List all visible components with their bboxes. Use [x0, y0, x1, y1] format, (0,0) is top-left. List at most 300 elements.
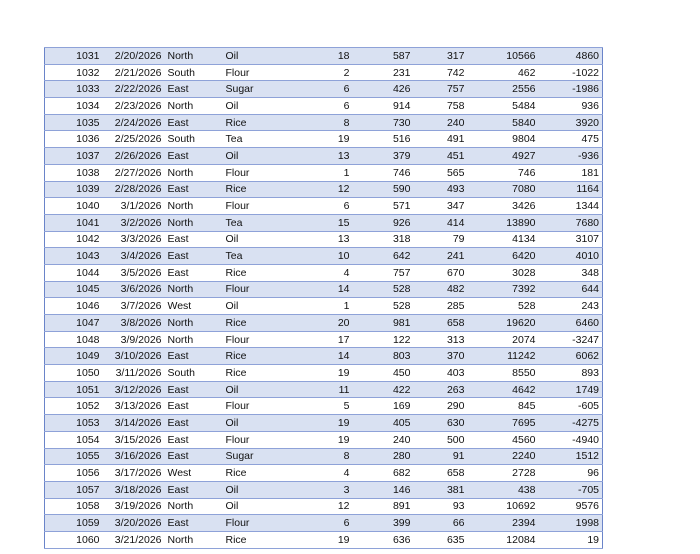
product-cell: Oil — [223, 98, 281, 115]
region-cell: East — [165, 515, 223, 532]
qty-cell: 12 — [281, 181, 353, 198]
total-cell: 2394 — [468, 515, 539, 532]
data-table — [44, 47, 603, 549]
id-cell: 1051 — [45, 381, 103, 398]
table-row — [45, 515, 603, 532]
profit-cell: 3107 — [539, 231, 603, 248]
table-body — [45, 48, 603, 549]
qty-cell: 8 — [281, 114, 353, 131]
region-cell: East — [165, 231, 223, 248]
id-cell: 1060 — [45, 531, 103, 548]
profit-cell: 6062 — [539, 348, 603, 365]
total-cell: 845 — [468, 398, 539, 415]
price-cell: 146 — [353, 481, 414, 498]
product-cell: Rice — [223, 465, 281, 482]
profit-cell: 3920 — [539, 114, 603, 131]
id-cell: 1046 — [45, 298, 103, 315]
cost-cell: 414 — [414, 214, 468, 231]
region-cell: East — [165, 431, 223, 448]
product-cell: Oil — [223, 48, 281, 65]
region-cell: South — [165, 365, 223, 382]
total-cell: 4560 — [468, 431, 539, 448]
total-cell: 438 — [468, 481, 539, 498]
date-cell: 3/19/2026 — [103, 498, 165, 515]
region-cell: North — [165, 498, 223, 515]
total-cell: 2728 — [468, 465, 539, 482]
price-cell: 642 — [353, 248, 414, 265]
date-cell: 3/15/2026 — [103, 431, 165, 448]
qty-cell: 4 — [281, 264, 353, 281]
date-cell: 3/2/2026 — [103, 214, 165, 231]
price-cell: 280 — [353, 448, 414, 465]
price-cell: 587 — [353, 48, 414, 65]
id-cell: 1053 — [45, 415, 103, 432]
total-cell: 7080 — [468, 181, 539, 198]
price-cell: 399 — [353, 515, 414, 532]
profit-cell: 9576 — [539, 498, 603, 515]
product-cell: Flour — [223, 64, 281, 81]
table-row — [45, 64, 603, 81]
profit-cell: -4275 — [539, 415, 603, 432]
date-cell: 3/8/2026 — [103, 315, 165, 332]
date-cell: 3/10/2026 — [103, 348, 165, 365]
region-cell: East — [165, 148, 223, 165]
table-row — [45, 231, 603, 248]
qty-cell: 1 — [281, 298, 353, 315]
profit-cell: 96 — [539, 465, 603, 482]
price-cell: 926 — [353, 214, 414, 231]
product-cell: Rice — [223, 365, 281, 382]
price-cell: 422 — [353, 381, 414, 398]
id-cell: 1043 — [45, 248, 103, 265]
date-cell: 3/5/2026 — [103, 264, 165, 281]
price-cell: 318 — [353, 231, 414, 248]
profit-cell: 475 — [539, 131, 603, 148]
cost-cell: 482 — [414, 281, 468, 298]
total-cell: 10566 — [468, 48, 539, 65]
table-row — [45, 264, 603, 281]
profit-cell: 1164 — [539, 181, 603, 198]
price-cell: 231 — [353, 64, 414, 81]
price-cell: 240 — [353, 431, 414, 448]
cost-cell: 317 — [414, 48, 468, 65]
region-cell: East — [165, 264, 223, 281]
id-cell: 1039 — [45, 181, 103, 198]
total-cell: 528 — [468, 298, 539, 315]
product-cell: Oil — [223, 231, 281, 248]
id-cell: 1045 — [45, 281, 103, 298]
date-cell: 3/18/2026 — [103, 481, 165, 498]
product-cell: Rice — [223, 181, 281, 198]
table-row — [45, 248, 603, 265]
cost-cell: 403 — [414, 365, 468, 382]
id-cell: 1031 — [45, 48, 103, 65]
profit-cell: 644 — [539, 281, 603, 298]
profit-cell: -605 — [539, 398, 603, 415]
cost-cell: 565 — [414, 164, 468, 181]
date-cell: 3/14/2026 — [103, 415, 165, 432]
qty-cell: 5 — [281, 398, 353, 415]
table-row — [45, 298, 603, 315]
table-row — [45, 164, 603, 181]
profit-cell: -936 — [539, 148, 603, 165]
date-cell: 2/21/2026 — [103, 64, 165, 81]
total-cell: 3426 — [468, 198, 539, 215]
total-cell: 2556 — [468, 81, 539, 98]
profit-cell: -1986 — [539, 81, 603, 98]
id-cell: 1034 — [45, 98, 103, 115]
cost-cell: 493 — [414, 181, 468, 198]
total-cell: 4134 — [468, 231, 539, 248]
profit-cell: 19 — [539, 531, 603, 548]
profit-cell: -705 — [539, 481, 603, 498]
region-cell: East — [165, 415, 223, 432]
product-cell: Rice — [223, 531, 281, 548]
region-cell: West — [165, 465, 223, 482]
table-row — [45, 465, 603, 482]
table-row — [45, 214, 603, 231]
cost-cell: 290 — [414, 398, 468, 415]
table-row — [45, 348, 603, 365]
qty-cell: 10 — [281, 248, 353, 265]
price-cell: 571 — [353, 198, 414, 215]
total-cell: 6420 — [468, 248, 539, 265]
cost-cell: 93 — [414, 498, 468, 515]
qty-cell: 12 — [281, 498, 353, 515]
cost-cell: 630 — [414, 415, 468, 432]
price-cell: 981 — [353, 315, 414, 332]
table-row — [45, 398, 603, 415]
product-cell: Oil — [223, 298, 281, 315]
region-cell: North — [165, 164, 223, 181]
id-cell: 1033 — [45, 81, 103, 98]
table-row — [45, 181, 603, 198]
table-row — [45, 431, 603, 448]
qty-cell: 19 — [281, 415, 353, 432]
date-cell: 2/24/2026 — [103, 114, 165, 131]
table-row — [45, 448, 603, 465]
region-cell: North — [165, 48, 223, 65]
total-cell: 13890 — [468, 214, 539, 231]
profit-cell: 348 — [539, 264, 603, 281]
region-cell: South — [165, 131, 223, 148]
price-cell: 516 — [353, 131, 414, 148]
product-cell: Tea — [223, 131, 281, 148]
id-cell: 1058 — [45, 498, 103, 515]
table-row — [45, 415, 603, 432]
total-cell: 19620 — [468, 315, 539, 332]
cost-cell: 757 — [414, 81, 468, 98]
table-row — [45, 365, 603, 382]
qty-cell: 18 — [281, 48, 353, 65]
qty-cell: 19 — [281, 431, 353, 448]
price-cell: 528 — [353, 298, 414, 315]
date-cell: 2/20/2026 — [103, 48, 165, 65]
qty-cell: 11 — [281, 381, 353, 398]
cost-cell: 658 — [414, 315, 468, 332]
region-cell: East — [165, 248, 223, 265]
price-cell: 169 — [353, 398, 414, 415]
profit-cell: 243 — [539, 298, 603, 315]
qty-cell: 13 — [281, 148, 353, 165]
price-cell: 914 — [353, 98, 414, 115]
cost-cell: 263 — [414, 381, 468, 398]
qty-cell: 6 — [281, 98, 353, 115]
date-cell: 3/1/2026 — [103, 198, 165, 215]
price-cell: 636 — [353, 531, 414, 548]
table-row — [45, 315, 603, 332]
cost-cell: 500 — [414, 431, 468, 448]
cost-cell: 313 — [414, 331, 468, 348]
date-cell: 3/4/2026 — [103, 248, 165, 265]
product-cell: Flour — [223, 431, 281, 448]
profit-cell: 1512 — [539, 448, 603, 465]
product-cell: Sugar — [223, 448, 281, 465]
id-cell: 1038 — [45, 164, 103, 181]
product-cell: Rice — [223, 348, 281, 365]
date-cell: 2/25/2026 — [103, 131, 165, 148]
date-cell: 3/11/2026 — [103, 365, 165, 382]
id-cell: 1044 — [45, 264, 103, 281]
profit-cell: 4860 — [539, 48, 603, 65]
profit-cell: 4010 — [539, 248, 603, 265]
qty-cell: 17 — [281, 331, 353, 348]
date-cell: 3/21/2026 — [103, 531, 165, 548]
total-cell: 4642 — [468, 381, 539, 398]
table-row — [45, 531, 603, 548]
total-cell: 746 — [468, 164, 539, 181]
product-cell: Oil — [223, 481, 281, 498]
total-cell: 8550 — [468, 365, 539, 382]
id-cell: 1049 — [45, 348, 103, 365]
table-row — [45, 381, 603, 398]
region-cell: North — [165, 331, 223, 348]
qty-cell: 6 — [281, 81, 353, 98]
id-cell: 1032 — [45, 64, 103, 81]
qty-cell: 2 — [281, 64, 353, 81]
product-cell: Flour — [223, 515, 281, 532]
qty-cell: 19 — [281, 531, 353, 548]
cost-cell: 381 — [414, 481, 468, 498]
total-cell: 7695 — [468, 415, 539, 432]
id-cell: 1036 — [45, 131, 103, 148]
region-cell: East — [165, 381, 223, 398]
price-cell: 590 — [353, 181, 414, 198]
table-row — [45, 114, 603, 131]
product-cell: Oil — [223, 148, 281, 165]
id-cell: 1041 — [45, 214, 103, 231]
total-cell: 3028 — [468, 264, 539, 281]
price-cell: 803 — [353, 348, 414, 365]
qty-cell: 1 — [281, 164, 353, 181]
product-cell: Tea — [223, 214, 281, 231]
total-cell: 462 — [468, 64, 539, 81]
table-row — [45, 481, 603, 498]
qty-cell: 3 — [281, 481, 353, 498]
table-row — [45, 48, 603, 65]
total-cell: 2240 — [468, 448, 539, 465]
profit-cell: 181 — [539, 164, 603, 181]
total-cell: 9804 — [468, 131, 539, 148]
id-cell: 1048 — [45, 331, 103, 348]
date-cell: 3/20/2026 — [103, 515, 165, 532]
date-cell: 2/23/2026 — [103, 98, 165, 115]
product-cell: Sugar — [223, 81, 281, 98]
id-cell: 1037 — [45, 148, 103, 165]
product-cell: Oil — [223, 381, 281, 398]
cost-cell: 285 — [414, 298, 468, 315]
date-cell: 2/27/2026 — [103, 164, 165, 181]
id-cell: 1042 — [45, 231, 103, 248]
product-cell: Flour — [223, 398, 281, 415]
product-cell: Flour — [223, 331, 281, 348]
total-cell: 5840 — [468, 114, 539, 131]
profit-cell: -1022 — [539, 64, 603, 81]
qty-cell: 14 — [281, 348, 353, 365]
product-cell: Rice — [223, 315, 281, 332]
cost-cell: 240 — [414, 114, 468, 131]
cost-cell: 635 — [414, 531, 468, 548]
price-cell: 379 — [353, 148, 414, 165]
id-cell: 1040 — [45, 198, 103, 215]
id-cell: 1059 — [45, 515, 103, 532]
region-cell: East — [165, 398, 223, 415]
qty-cell: 19 — [281, 131, 353, 148]
qty-cell: 20 — [281, 315, 353, 332]
table-row — [45, 98, 603, 115]
cost-cell: 451 — [414, 148, 468, 165]
region-cell: North — [165, 198, 223, 215]
region-cell: East — [165, 181, 223, 198]
total-cell: 12084 — [468, 531, 539, 548]
date-cell: 2/26/2026 — [103, 148, 165, 165]
profit-cell: 1344 — [539, 198, 603, 215]
table-row — [45, 498, 603, 515]
total-cell: 10692 — [468, 498, 539, 515]
cost-cell: 91 — [414, 448, 468, 465]
total-cell: 11242 — [468, 348, 539, 365]
price-cell: 450 — [353, 365, 414, 382]
cost-cell: 241 — [414, 248, 468, 265]
price-cell: 528 — [353, 281, 414, 298]
region-cell: North — [165, 98, 223, 115]
table-row — [45, 198, 603, 215]
qty-cell: 13 — [281, 231, 353, 248]
price-cell: 122 — [353, 331, 414, 348]
price-cell: 682 — [353, 465, 414, 482]
qty-cell: 19 — [281, 365, 353, 382]
profit-cell: 936 — [539, 98, 603, 115]
id-cell: 1035 — [45, 114, 103, 131]
date-cell: 2/22/2026 — [103, 81, 165, 98]
qty-cell: 14 — [281, 281, 353, 298]
table-row — [45, 281, 603, 298]
date-cell: 3/17/2026 — [103, 465, 165, 482]
qty-cell: 4 — [281, 465, 353, 482]
region-cell: North — [165, 531, 223, 548]
cost-cell: 370 — [414, 348, 468, 365]
region-cell: North — [165, 214, 223, 231]
profit-cell: 7680 — [539, 214, 603, 231]
id-cell: 1055 — [45, 448, 103, 465]
date-cell: 2/28/2026 — [103, 181, 165, 198]
region-cell: West — [165, 298, 223, 315]
cost-cell: 79 — [414, 231, 468, 248]
qty-cell: 15 — [281, 214, 353, 231]
region-cell: East — [165, 81, 223, 98]
cost-cell: 491 — [414, 131, 468, 148]
product-cell: Rice — [223, 264, 281, 281]
total-cell: 2074 — [468, 331, 539, 348]
region-cell: East — [165, 481, 223, 498]
region-cell: North — [165, 281, 223, 298]
table-row — [45, 81, 603, 98]
price-cell: 730 — [353, 114, 414, 131]
price-cell: 746 — [353, 164, 414, 181]
product-cell: Oil — [223, 498, 281, 515]
product-cell: Flour — [223, 281, 281, 298]
profit-cell: 893 — [539, 365, 603, 382]
price-cell: 405 — [353, 415, 414, 432]
total-cell: 4927 — [468, 148, 539, 165]
price-cell: 891 — [353, 498, 414, 515]
id-cell: 1050 — [45, 365, 103, 382]
total-cell: 5484 — [468, 98, 539, 115]
cost-cell: 658 — [414, 465, 468, 482]
date-cell: 3/3/2026 — [103, 231, 165, 248]
profit-cell: 1998 — [539, 515, 603, 532]
region-cell: East — [165, 114, 223, 131]
region-cell: East — [165, 348, 223, 365]
profit-cell: 1749 — [539, 381, 603, 398]
profit-cell: 6460 — [539, 315, 603, 332]
region-cell: South — [165, 64, 223, 81]
cost-cell: 758 — [414, 98, 468, 115]
date-cell: 3/7/2026 — [103, 298, 165, 315]
date-cell: 3/16/2026 — [103, 448, 165, 465]
product-cell: Tea — [223, 248, 281, 265]
profit-cell: -4940 — [539, 431, 603, 448]
cost-cell: 742 — [414, 64, 468, 81]
product-cell: Flour — [223, 164, 281, 181]
product-cell: Flour — [223, 198, 281, 215]
cost-cell: 670 — [414, 264, 468, 281]
profit-cell: -3247 — [539, 331, 603, 348]
total-cell: 7392 — [468, 281, 539, 298]
qty-cell: 8 — [281, 448, 353, 465]
id-cell: 1056 — [45, 465, 103, 482]
table-row — [45, 131, 603, 148]
qty-cell: 6 — [281, 515, 353, 532]
id-cell: 1047 — [45, 315, 103, 332]
date-cell: 3/6/2026 — [103, 281, 165, 298]
date-cell: 3/13/2026 — [103, 398, 165, 415]
qty-cell: 6 — [281, 198, 353, 215]
price-cell: 757 — [353, 264, 414, 281]
table-row — [45, 148, 603, 165]
id-cell: 1054 — [45, 431, 103, 448]
cost-cell: 66 — [414, 515, 468, 532]
region-cell: East — [165, 448, 223, 465]
product-cell: Rice — [223, 114, 281, 131]
id-cell: 1052 — [45, 398, 103, 415]
price-cell: 426 — [353, 81, 414, 98]
id-cell: 1057 — [45, 481, 103, 498]
region-cell: North — [165, 315, 223, 332]
cost-cell: 347 — [414, 198, 468, 215]
date-cell: 3/9/2026 — [103, 331, 165, 348]
product-cell: Oil — [223, 415, 281, 432]
